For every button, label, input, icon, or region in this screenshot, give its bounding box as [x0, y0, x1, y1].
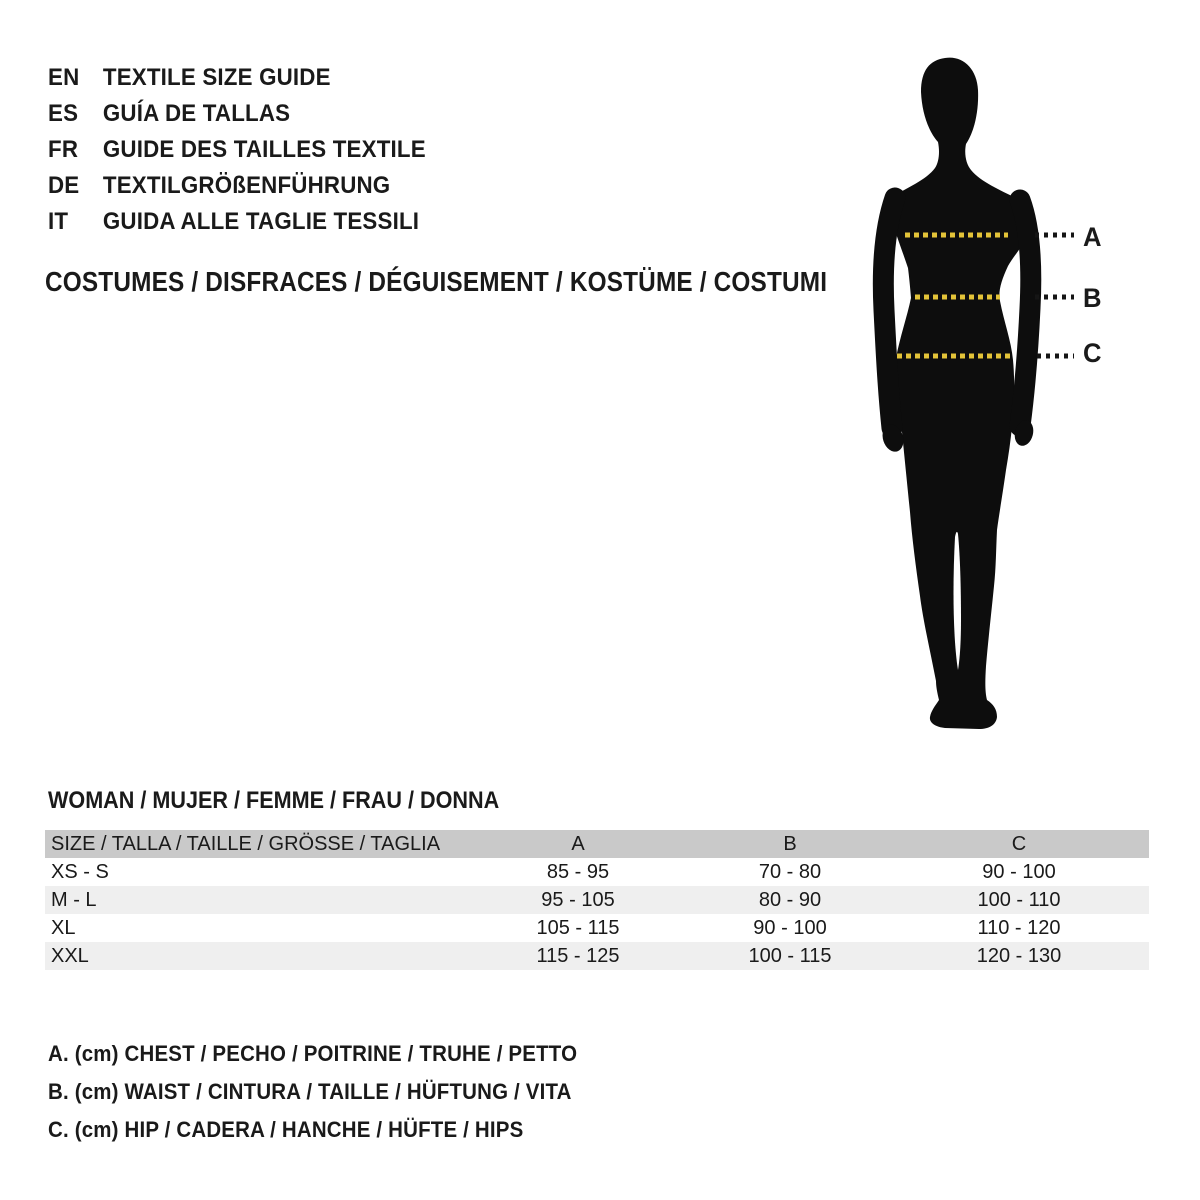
waist-range-cell: 100 - 115 [748, 944, 832, 967]
language-title: GUIDE DES TAILLES TEXTILE [102, 136, 426, 163]
size-cell: XL [51, 916, 76, 939]
language-title: GUÍA DE TALLAS [102, 100, 291, 127]
legend-hip: C. (cm) HIP / CADERA / HANCHE / HÜFTE / HIPS [48, 1117, 524, 1142]
waist-range-cell: 80 - 90 [758, 888, 822, 911]
column-header-b: B [783, 832, 797, 855]
table-row-xs-s [45, 858, 1149, 886]
measurement-legend [48, 1042, 577, 1156]
category-title: COSTUMES / DISFRACES / DÉGUISEMENT / KOSTÜME / COSTUMI [45, 266, 828, 297]
language-code: FR [48, 136, 79, 163]
language-row-de [48, 168, 426, 204]
language-row-es [48, 96, 426, 132]
table-row-xl [45, 914, 1149, 942]
language-title: TEXTILE SIZE GUIDE [102, 64, 331, 91]
size-table [45, 830, 1149, 970]
legend-chest: A. (cm) CHEST / PECHO / POITRINE / TRUHE / PETTO [48, 1041, 578, 1066]
chest-range-cell: 105 - 115 [536, 916, 620, 939]
chest-range-cell: 115 - 125 [536, 944, 620, 967]
language-title: GUIDA ALLE TAGLIE TESSILI [102, 208, 420, 235]
chest-range-cell: 85 - 95 [546, 860, 610, 883]
column-header-a: A [571, 832, 585, 855]
measurement-label-a: A [1083, 222, 1102, 252]
size-cell: M - L [51, 888, 97, 911]
legend-waist: B. (cm) WAIST / CINTURA / TAILLE / HÜFTUNG / VITA [48, 1079, 572, 1104]
left-arm-path [883, 198, 895, 428]
size-cell: XS - S [51, 860, 109, 883]
size-cell: XXL [51, 944, 89, 967]
hip-range-cell: 100 - 110 [977, 888, 1061, 911]
language-row-it [48, 204, 426, 240]
size-table-header-row [45, 830, 1149, 858]
language-title-list [48, 60, 426, 240]
hip-range-cell: 120 - 130 [976, 944, 1062, 967]
language-title: TEXTILGRÖßENFÜHRUNG [102, 172, 391, 199]
measurement-label-c: C [1083, 338, 1102, 368]
size-column-header: SIZE / TALLA / TAILLE / GRÖSSE / TAGLIA [51, 832, 441, 855]
language-row-fr [48, 132, 426, 168]
right-arm-path [1020, 200, 1031, 426]
measurement-label-b: B [1083, 283, 1102, 313]
waist-range-cell: 70 - 80 [758, 860, 822, 883]
section-title-woman: WOMAN / MUJER / FEMME / FRAU / DONNA [48, 787, 500, 814]
hip-range-cell: 110 - 120 [977, 916, 1061, 939]
column-header-c: C [1011, 832, 1027, 855]
language-code: IT [48, 208, 69, 235]
chest-range-cell: 95 - 105 [541, 888, 615, 911]
hip-range-cell: 90 - 100 [982, 860, 1056, 883]
table-row-m-l [45, 886, 1149, 914]
woman-silhouette-figure [850, 40, 1150, 740]
waist-range-cell: 90 - 100 [753, 916, 827, 939]
language-code: ES [48, 100, 79, 127]
language-row-en [48, 60, 426, 96]
language-code: DE [48, 172, 80, 199]
language-code: EN [48, 64, 80, 91]
table-row-xxl [45, 942, 1149, 970]
